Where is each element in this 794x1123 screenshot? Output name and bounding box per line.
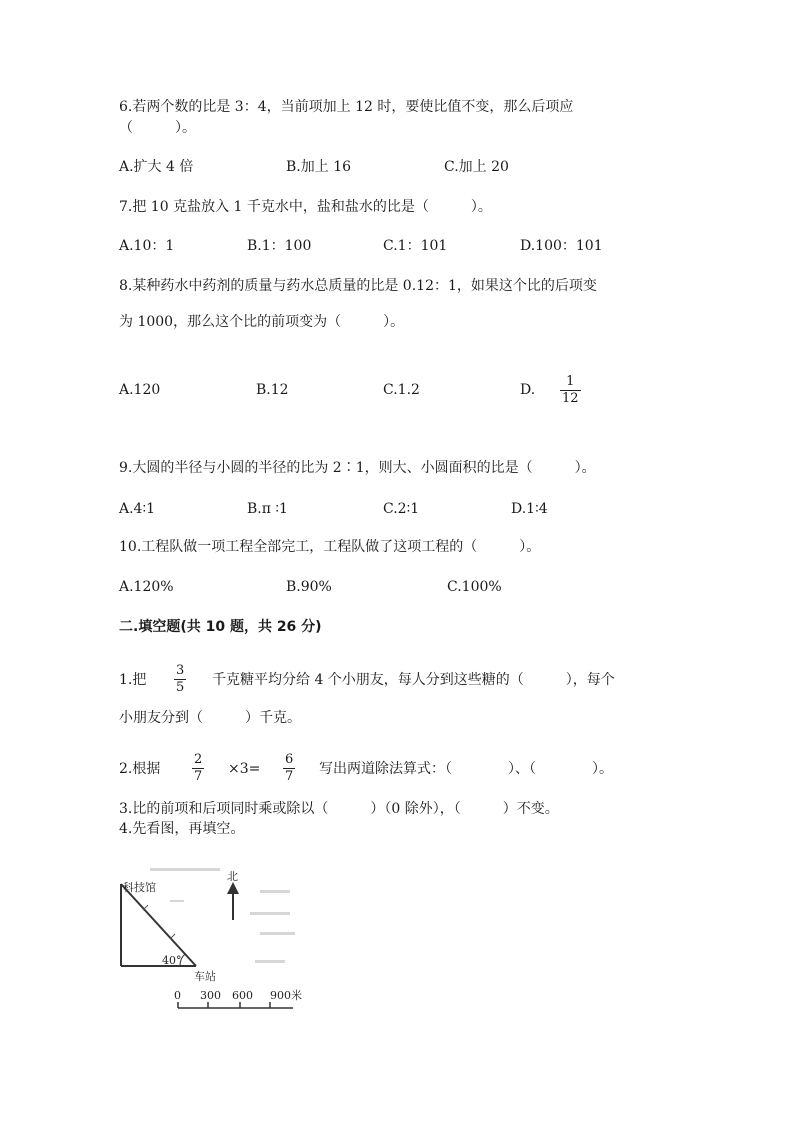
q6-option-c: C.加上 20 [444,159,509,175]
f3-stem: 3.比的前项和后项同时乘或除以（ ）（0 除外），（ ）不变。 [119,801,559,817]
section-title: 二.填空题(共 10 题，共 26 分) [119,619,322,635]
q6-option-a: A.扩大 4 倍 [119,159,194,175]
f2-stem-rest: 写出两道除法算式：（ ）、（ ）。 [319,761,613,777]
q7-stem: 7.把 10 克盐放入 1 千克水中，盐和盐水的比是（ ）。 [119,199,492,215]
north-label: 北 [227,870,238,883]
north-arrowhead-icon [227,882,239,894]
q8-option-a: A.120 [119,382,161,398]
fraction-denominator: 12 [562,391,579,406]
f2-fraction-right [283,753,295,784]
f2-fraction-left [192,753,204,784]
map-hypotenuse [121,884,196,966]
fraction-denominator: 7 [285,769,294,784]
scan-noise [150,868,295,963]
f4-stem: 4.先看图，再填空。 [119,821,245,837]
f1-stem-line2: 小朋友分到（ ）千克。 [119,710,301,726]
q8-option-c: C.1.2 [383,382,420,398]
fraction-numerator: 3 [176,663,185,678]
q9-option-d: D.1∶4 [511,501,548,517]
fraction-numerator: 1 [566,374,575,389]
q8-option-d: D. [520,382,536,398]
q7-option-d: D.100：101 [520,238,603,254]
fraction-numerator: 6 [285,752,294,767]
fraction-denominator: 5 [176,680,185,695]
q7-option-c: C.1：101 [383,238,448,254]
q10-option-c: C.100% [447,579,502,595]
q6-stem-line1: 6.若两个数的比是 3：4，当前项加上 12 时，要使比值不变，那么后项应 [119,99,574,115]
f2-prefix: 2.根据 [119,761,161,777]
fraction-denominator: 7 [194,769,203,784]
scale-label-300: 300 [200,989,221,1002]
scale-label-900: 900米 [270,989,302,1002]
hypotenuse-tick [170,934,175,939]
q7-option-b: B.1：100 [247,238,312,254]
q10-option-a: A.120% [119,579,174,595]
q10-option-b: B.90% [286,579,332,595]
q9-option-b: B.π ∶1 [247,501,288,517]
f1-prefix: 1.把 [119,672,147,688]
q8-option-b: B.12 [256,382,289,398]
scale-label-600: 600 [232,989,253,1002]
fraction-numerator: 2 [194,752,203,767]
map-figure [110,860,330,1010]
q7-option-a: A.10：1 [119,238,175,254]
q8-option-d-fraction [560,375,581,406]
q9-option-c: C.2∶1 [383,501,420,517]
q9-option-a: A.4∶1 [119,501,156,517]
q6-stem-line2: （ ）。 [119,120,196,136]
angle-label: 40° [162,954,182,967]
museum-label: 科技馆 [123,881,156,894]
q8-stem-line2: 为 1000，那么这个比的前项变为（ ）。 [119,314,405,330]
q9-stem: 9.大圆的半径与小圆的半径的比为 2∶1，则大、小圆面积的比是（ ）。 [119,460,596,476]
q8-stem-line1: 8.某种药水中药剂的质量与药水总质量的比是 0.12：1，如果这个比的后项变 [119,278,597,294]
f1-stem-rest: 千克糖平均分给 4 个小朋友，每人分到这些糖的（ ），每个 [212,672,615,688]
q10-stem: 10.工程队做一项工程全部完工，工程队做了这项工程的（ ）。 [119,539,541,555]
f1-fraction [174,664,186,695]
q6-option-b: B.加上 16 [286,159,352,175]
scale-label-0: 0 [174,989,181,1002]
station-label: 车站 [194,970,216,983]
f2-multiply: ×3= [228,761,261,777]
